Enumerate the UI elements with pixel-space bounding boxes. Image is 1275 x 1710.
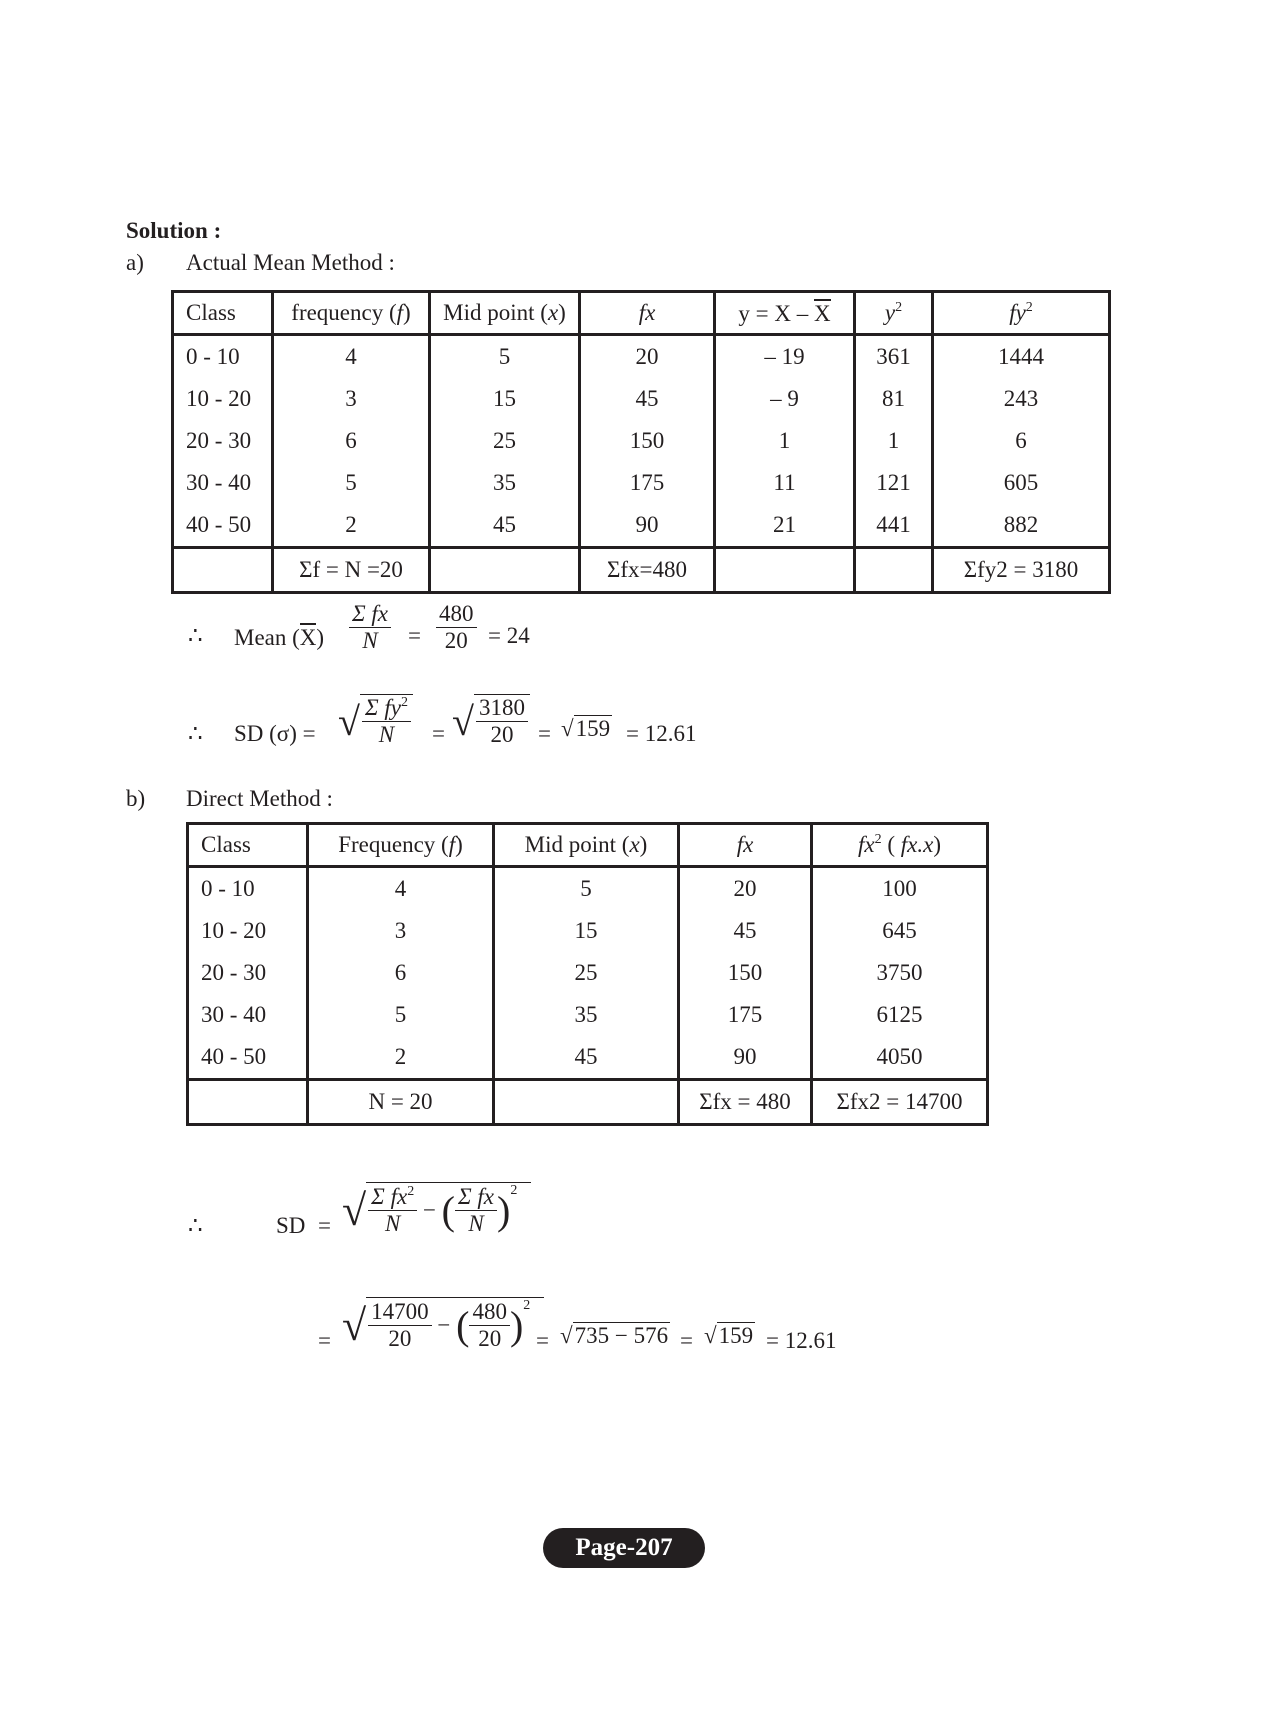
solution-heading: Solution : bbox=[126, 218, 222, 243]
sd-calc-result: = 12.61 bbox=[766, 1328, 837, 1353]
table-row: 20 - 30 6 25 150 3750 bbox=[188, 952, 988, 994]
total-fx: Σfx = 480 bbox=[679, 1080, 812, 1125]
sd-calc-equals: = bbox=[318, 1328, 331, 1353]
mean-label: Mean (X) bbox=[234, 625, 325, 650]
header-midpoint: Mid point (x) bbox=[430, 292, 580, 335]
mean-fraction-values: $\frac{480}{20}$ bbox=[436, 601, 477, 654]
sd-result: = 12.61 bbox=[626, 721, 697, 746]
mean-result: = 24 bbox=[488, 623, 530, 648]
header-fy2: $fy^2$ bbox=[933, 292, 1110, 335]
table-row: 40 - 50 2 45 90 21 441 882 bbox=[173, 504, 1110, 548]
total-fy2: Σfy2 = 3180 bbox=[933, 548, 1110, 593]
actual-mean-table bbox=[171, 290, 1111, 594]
sd-root-159: √159 bbox=[561, 716, 611, 741]
header-deviation: y = X – X bbox=[715, 292, 855, 335]
total-f: Σf = N =20 bbox=[273, 548, 430, 593]
therefore-symbol: ∴ bbox=[188, 623, 203, 648]
sd-equals: = bbox=[432, 721, 445, 746]
sd-formula-equals: = bbox=[318, 1213, 331, 1238]
direct-method-table bbox=[186, 822, 989, 1126]
header-y2: $y^2$ bbox=[855, 292, 933, 335]
sd-label: SD (σ) = bbox=[234, 721, 316, 746]
therefore-symbol: ∴ bbox=[188, 1213, 203, 1238]
sd-root-diff: √735 − 576 bbox=[560, 1323, 669, 1348]
total-fx: Σfx=480 bbox=[580, 548, 715, 593]
sd-direct-values: √ $\frac{14700}{20}$ − ( $\frac{480}{20}$ )$^2$ bbox=[342, 1297, 544, 1352]
table-row: 10 - 20 3 15 45 645 bbox=[188, 910, 988, 952]
header-fx: fx bbox=[580, 292, 715, 335]
header-fx: fx bbox=[679, 824, 812, 867]
part-b-letter: b) bbox=[126, 786, 146, 811]
table-totals-row bbox=[173, 548, 1110, 593]
sd-formula-radical: √ $\frac{\Sigma fy^2}{N}$ bbox=[338, 694, 413, 748]
sd-label: SD bbox=[276, 1213, 306, 1238]
part-a-letter: a) bbox=[126, 250, 144, 275]
sd-equals-2: = bbox=[538, 721, 551, 746]
therefore-symbol: ∴ bbox=[188, 721, 203, 746]
mean-fraction: $\frac{\text{Σ fx}}{N}$ bbox=[349, 601, 391, 654]
table-row: 20 - 30 6 25 150 1 1 6 bbox=[173, 420, 1110, 462]
part-a-title: Actual Mean Method : bbox=[186, 250, 395, 275]
part-b-title: Direct Method : bbox=[186, 786, 333, 811]
sd-calc-equals-3: = bbox=[680, 1328, 693, 1353]
sd-direct-formula: √ $\frac{\Sigma fx^2}{N}$ − ( $\frac{\text{Σ fx}}{N}$ )$^2$ bbox=[342, 1182, 531, 1237]
total-fx2: Σfx2 = 14700 bbox=[812, 1080, 988, 1125]
header-class: Class bbox=[173, 292, 273, 335]
header-fx2: $fx^2$ ( fx.x) bbox=[812, 824, 988, 867]
header-midpoint: Mid point (x) bbox=[494, 824, 679, 867]
sd-value-radical: √ $\frac{3180}{20}$ bbox=[452, 694, 530, 748]
table-row: 40 - 50 2 45 90 4050 bbox=[188, 1036, 988, 1080]
table-row: 30 - 40 5 35 175 11 121 605 bbox=[173, 462, 1110, 504]
table-row: 10 - 20 3 15 45 – 9 81 243 bbox=[173, 378, 1110, 420]
table-row: 0 - 10 4 5 20 100 bbox=[188, 867, 988, 911]
table-header-row bbox=[173, 292, 1110, 335]
sd-calc-equals-2: = bbox=[536, 1328, 549, 1353]
header-class: Class bbox=[188, 824, 308, 867]
header-frequency: frequency (f) bbox=[273, 292, 430, 335]
page-number-badge: Page-207 bbox=[543, 1528, 705, 1568]
table-row: 30 - 40 5 35 175 6125 bbox=[188, 994, 988, 1036]
table-header-row bbox=[188, 824, 988, 867]
header-frequency: Frequency (f) bbox=[308, 824, 494, 867]
mean-equals: = bbox=[408, 623, 421, 648]
table-row: 0 - 10 4 5 20 – 19 361 1444 bbox=[173, 335, 1110, 379]
total-n: N = 20 bbox=[308, 1080, 494, 1125]
sd-root-159: √159 bbox=[704, 1323, 754, 1348]
table-totals-row bbox=[188, 1080, 988, 1125]
